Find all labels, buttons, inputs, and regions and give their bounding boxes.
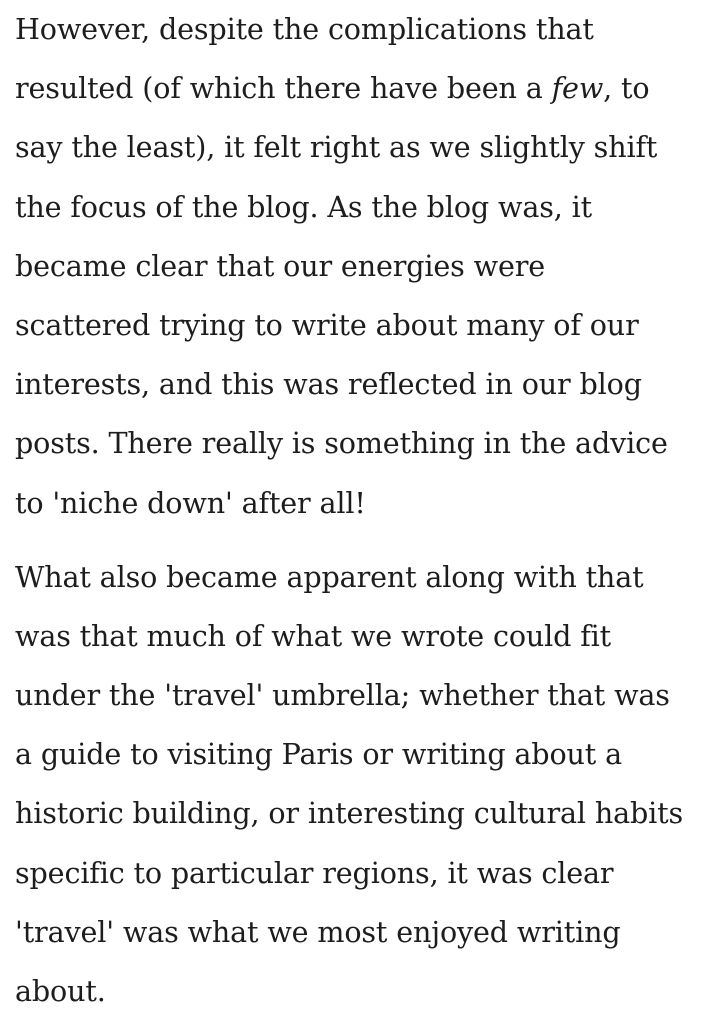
- article-body: [15, 0, 715, 1021]
- text-line: interests, and this was reflected in our blog: [15, 367, 642, 402]
- text-line: scattered trying to write about many of our: [15, 307, 639, 342]
- text-line: historic building, or interesting cultural habits: [15, 796, 684, 831]
- text-line: specific to particular regions, it was clear: [15, 855, 614, 890]
- text-line: the focus of the blog. As the blog was, it: [15, 189, 592, 224]
- text-line: [15, 59, 715, 118]
- text-line: What also became apparent along with that: [15, 559, 644, 594]
- text-line: say the least), it felt right as we slightly shift: [15, 130, 658, 165]
- text-segment: resulted (of which there have been a: [15, 71, 552, 106]
- text-segment: , to: [603, 71, 650, 106]
- text-line: However, despite the complications that: [15, 12, 594, 46]
- text-line: about.: [15, 974, 106, 1008]
- text-line: 'travel' was what we most enjoyed writing: [15, 914, 621, 949]
- text-line: to 'niche down' after all!: [15, 485, 366, 520]
- text-line: posts. There really is something in the advice: [15, 426, 668, 461]
- paragraph-1: [15, 0, 715, 533]
- text-line: was that much of what we wrote could fit: [15, 618, 612, 653]
- text-line: a guide to visiting Paris or writing about a: [15, 737, 622, 772]
- text-line: under the 'travel' umbrella; whether that was: [15, 678, 670, 713]
- text-line: became clear that our energies were: [15, 248, 546, 283]
- emphasized-text: few: [551, 71, 604, 106]
- paragraph-2: [15, 548, 715, 1022]
